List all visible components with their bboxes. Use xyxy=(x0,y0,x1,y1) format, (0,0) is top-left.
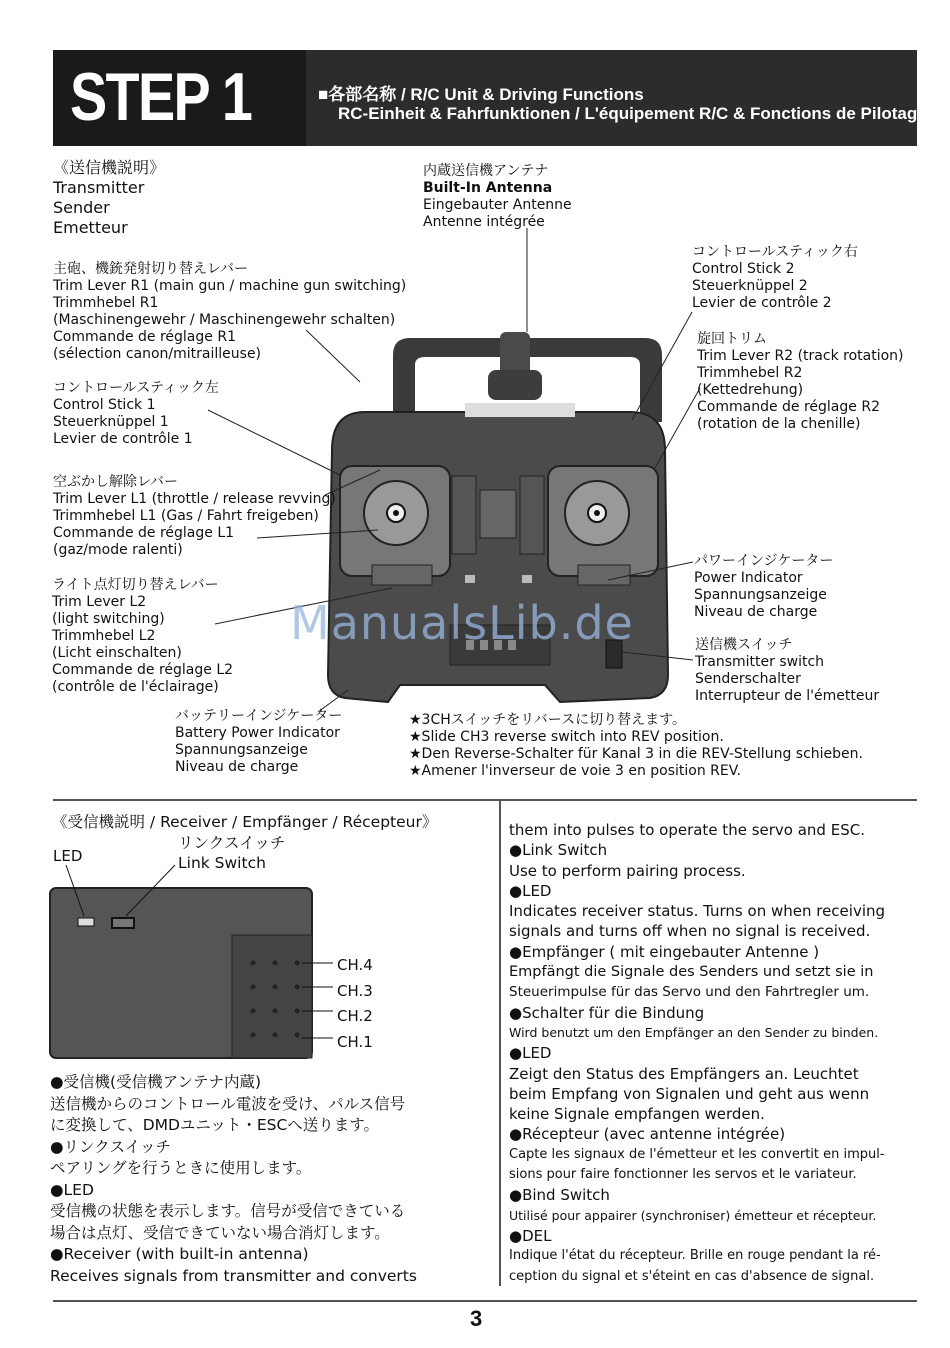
label-power-indicator-de: Spannungsanzeige xyxy=(694,587,827,603)
label-trim-l2-de: Trimmhebel L2 xyxy=(52,628,156,644)
right-text-line: ●Empfänger ( mit eingebauter Antenne ) xyxy=(509,942,820,961)
channel-label-ch3: CH.3 xyxy=(337,981,373,1000)
section-divider-top xyxy=(53,799,917,801)
left-text-line: 受信機の状態を表示します。信号が受信できている xyxy=(50,1202,406,1220)
label-stick2-en: Control Stick 2 xyxy=(692,261,795,277)
label-power-indicator-en: Power Indicator xyxy=(694,570,803,586)
label-trim-r1-de-desc: (Maschinengewehr / Maschinengewehr schalten) xyxy=(53,312,396,328)
right-text-line: ●Link Switch xyxy=(509,841,608,860)
right-text-line: Wird benutzt um den Empfänger an den Sender zu binden. xyxy=(509,1024,879,1040)
right-text-line: Utilisé pour appairer (synchroniser) émetteur et récepteur. xyxy=(509,1207,877,1223)
page-number: 3 xyxy=(470,1306,483,1331)
transmitter-heading xyxy=(53,158,165,238)
label-stick2-jp: コントロールスティック右 xyxy=(692,244,858,260)
left-text-line: ペアリングを行うときに使用します。 xyxy=(50,1159,312,1177)
right-text-line: beim Empfang von Signalen und geht aus wenn xyxy=(509,1084,870,1103)
label-antenna xyxy=(423,163,572,231)
label-control-stick-2 xyxy=(692,244,858,312)
label-stick1-jp: コントロールスティック左 xyxy=(53,380,219,396)
right-text-line: ●DEL xyxy=(509,1226,552,1245)
label-power-indicator-jp: パワーインジケーター xyxy=(694,553,834,569)
label-transmitter-switch xyxy=(695,637,879,705)
left-text-line: に変換して、DMDユニット・ESCへ送ります。 xyxy=(50,1116,380,1134)
label-trim-l2-en-desc: (light switching) xyxy=(52,611,165,627)
label-control-stick-1 xyxy=(53,380,219,448)
right-text-line: ception du signal et s'éteint en cas d'absence de signal. xyxy=(509,1268,875,1284)
label-trim-l1-jp: 空ぶかし解除レバー xyxy=(53,474,179,490)
left-text-line: 場合は点灯、受信できていない場合消灯します。 xyxy=(50,1223,390,1242)
right-text-line: ●LED xyxy=(509,881,552,900)
label-tx-switch-en: Transmitter switch xyxy=(695,654,825,670)
right-text-line: Capte les signaux de l'émetteur et les convertit en impul- xyxy=(509,1146,885,1162)
label-trim-r2-fr-desc: (rotation de la chenille) xyxy=(697,416,861,432)
right-text-line: Use to perform pairing process. xyxy=(509,861,746,880)
right-text-line: Indique l'état du récepteur. Brille en rouge pendant la ré- xyxy=(509,1248,881,1264)
receiver-channel-labels xyxy=(337,953,373,1055)
right-text-line: Zeigt den Status des Empfängers an. Leuchtet xyxy=(509,1064,859,1083)
ch3-note-de: ★Den Reverse-Schalter für Kanal 3 in die REV-Stellung schieben. xyxy=(409,746,863,762)
label-battery-jp: バッテリーインジケーター xyxy=(175,708,343,724)
label-antenna-jp: 内蔵送信機アンテナ xyxy=(423,163,549,179)
left-text-line: Receives signals from transmitter and converts xyxy=(50,1266,417,1285)
right-text-line: sions pour faire fonctionner les servos et le variateur. xyxy=(509,1167,857,1183)
right-text-line: Indicates receiver status. Turns on when receiving xyxy=(509,902,886,921)
watermark: ManualsLib.de xyxy=(290,596,634,650)
label-trim-r2-en: Trim Lever R2 (track rotation) xyxy=(697,348,904,364)
receiver-left-text xyxy=(50,1072,417,1287)
label-trim-l2-en: Trim Lever L2 xyxy=(52,594,147,610)
label-antenna-en: Built-In Antenna xyxy=(423,180,553,196)
label-trim-r1-jp: 主砲、機銃発射切り替えレバー xyxy=(53,261,249,277)
label-antenna-fr: Antenne intégrée xyxy=(423,214,545,230)
section-divider-bottom xyxy=(53,1300,917,1302)
label-trim-l2-de-desc: (Licht einschalten) xyxy=(52,645,182,661)
label-trim-r1 xyxy=(53,261,406,363)
ch3-note-en: ★Slide CH3 reverse switch into REV position. xyxy=(409,729,724,745)
label-trim-r2-de-desc: (Kettedrehung) xyxy=(697,382,804,398)
label-power-indicator xyxy=(694,553,833,621)
left-text-line: ●LED xyxy=(50,1180,94,1199)
label-trim-r2-de: Trimmhebel R2 xyxy=(697,365,803,381)
right-text-line: ●Récepteur (avec antenne intégrée) xyxy=(509,1125,786,1144)
left-text-line: 送信機からのコントロール電波を受け、パルス信号 xyxy=(50,1094,406,1113)
label-trim-l1-en: Trim Lever L1 (throttle / release revving) xyxy=(53,491,336,507)
left-text-line: ●受信機(受信機アンテナ内蔵) xyxy=(50,1073,261,1091)
label-trim-l2-fr-desc: (contrôle de l'éclairage) xyxy=(52,679,219,695)
label-stick1-de: Steuerknüppel 1 xyxy=(53,414,169,430)
label-trim-l1 xyxy=(53,474,336,559)
label-tx-switch-de: Senderschalter xyxy=(695,671,801,687)
header-line-2: RC-Einheit & Fahrfunktionen / L'équipement R/C & Fonctions de Pilotage xyxy=(338,104,927,123)
label-stick1-fr: Levier de contrôle 1 xyxy=(53,431,193,447)
label-stick1-en: Control Stick 1 xyxy=(53,397,156,413)
label-trim-l2-jp: ライト点灯切り替えレバー xyxy=(52,577,219,593)
label-trim-l2 xyxy=(52,577,233,696)
receiver-heading: 《受信機説明 / Receiver / Empfänger / Récepteur》 xyxy=(52,813,438,831)
label-trim-l1-fr-desc: (gaz/mode ralenti) xyxy=(53,542,183,558)
right-text-line: signals and turns off when no signal is received. xyxy=(509,922,871,941)
label-trim-r1-fr-desc: (sélection canon/mitrailleuse) xyxy=(53,346,262,362)
receiver-right-text xyxy=(509,820,885,1287)
label-trim-r2-fr: Commande de réglage R2 xyxy=(697,399,880,415)
label-trim-l1-de: Trimmhebel L1 (Gas / Fahrt freigeben) xyxy=(53,508,319,524)
ch3-note-fr: ★Amener l'inverseur de voie 3 en position REV. xyxy=(409,763,741,779)
label-stick2-fr: Levier de contrôle 2 xyxy=(692,295,832,311)
label-trim-l1-fr: Commande de réglage L1 xyxy=(53,525,235,541)
label-antenna-de: Eingebauter Antenne xyxy=(423,197,572,213)
left-text-line: ●リンクスイッチ xyxy=(50,1137,171,1156)
label-power-indicator-fr: Niveau de charge xyxy=(694,604,818,620)
label-trim-l2-fr: Commande de réglage L2 xyxy=(52,662,234,678)
right-text-line: keine Signale empfangen werden. xyxy=(509,1105,765,1124)
link-switch-label-en: Link Switch xyxy=(178,854,266,872)
channel-label-ch2: CH.2 xyxy=(337,1007,373,1025)
transmitter-heading-jp: 《送信機説明》 xyxy=(53,158,166,177)
right-text-line: Steuerimpulse für das Servo und den Fahrtregler um. xyxy=(509,984,870,1001)
label-trim-r1-de: Trimmhebel R1 xyxy=(53,295,159,311)
label-trim-r1-fr: Commande de réglage R1 xyxy=(53,329,236,345)
receiver-led-label: LED xyxy=(53,847,83,865)
label-battery-en: Battery Power Indicator xyxy=(175,725,340,741)
column-divider xyxy=(499,801,501,1286)
ch3-note-jp: ★3CHスイッチをリバースに切り替えます。 xyxy=(409,712,686,728)
right-text-line: them into pulses to operate the servo and ESC. xyxy=(509,821,865,839)
label-battery-indicator xyxy=(175,708,342,776)
label-tx-switch-fr: Interrupteur de l'émetteur xyxy=(695,688,880,704)
right-text-line: ●Schalter für die Bindung xyxy=(509,1003,705,1022)
label-trim-r2-jp: 旋回トリム xyxy=(697,331,767,347)
ch3-reverse-note xyxy=(409,712,863,780)
label-battery-fr: Niveau de charge xyxy=(175,759,299,775)
channel-label-ch4: CH.4 xyxy=(337,956,373,974)
right-text-line: ●Bind Switch xyxy=(509,1186,610,1205)
right-text-line: Empfängt die Signale des Senders und setzt sie in xyxy=(509,964,874,981)
channel-label-ch1: CH.1 xyxy=(337,1032,373,1051)
label-battery-de: Spannungsanzeige xyxy=(175,742,308,758)
label-stick2-de: Steuerknüppel 2 xyxy=(692,278,808,294)
right-text-line: ●LED xyxy=(509,1044,552,1063)
label-tx-switch-jp: 送信機スイッチ xyxy=(695,637,793,653)
label-trim-r1-en: Trim Lever R1 (main gun / machine gun switching) xyxy=(53,278,407,294)
transmitter-heading-en: Transmitter xyxy=(53,178,145,197)
transmitter-heading-fr: Emetteur xyxy=(53,218,128,237)
step-title: STEP 1 xyxy=(70,59,252,135)
header-line-1: ■各部名称 / R/C Unit & Driving Functions xyxy=(318,85,644,104)
label-trim-r2 xyxy=(697,331,904,433)
link-switch-label-jp: リンクスイッチ xyxy=(178,834,286,852)
left-text-line: ●Receiver (with built-in antenna) xyxy=(50,1245,309,1263)
transmitter-heading-de: Sender xyxy=(53,198,110,217)
